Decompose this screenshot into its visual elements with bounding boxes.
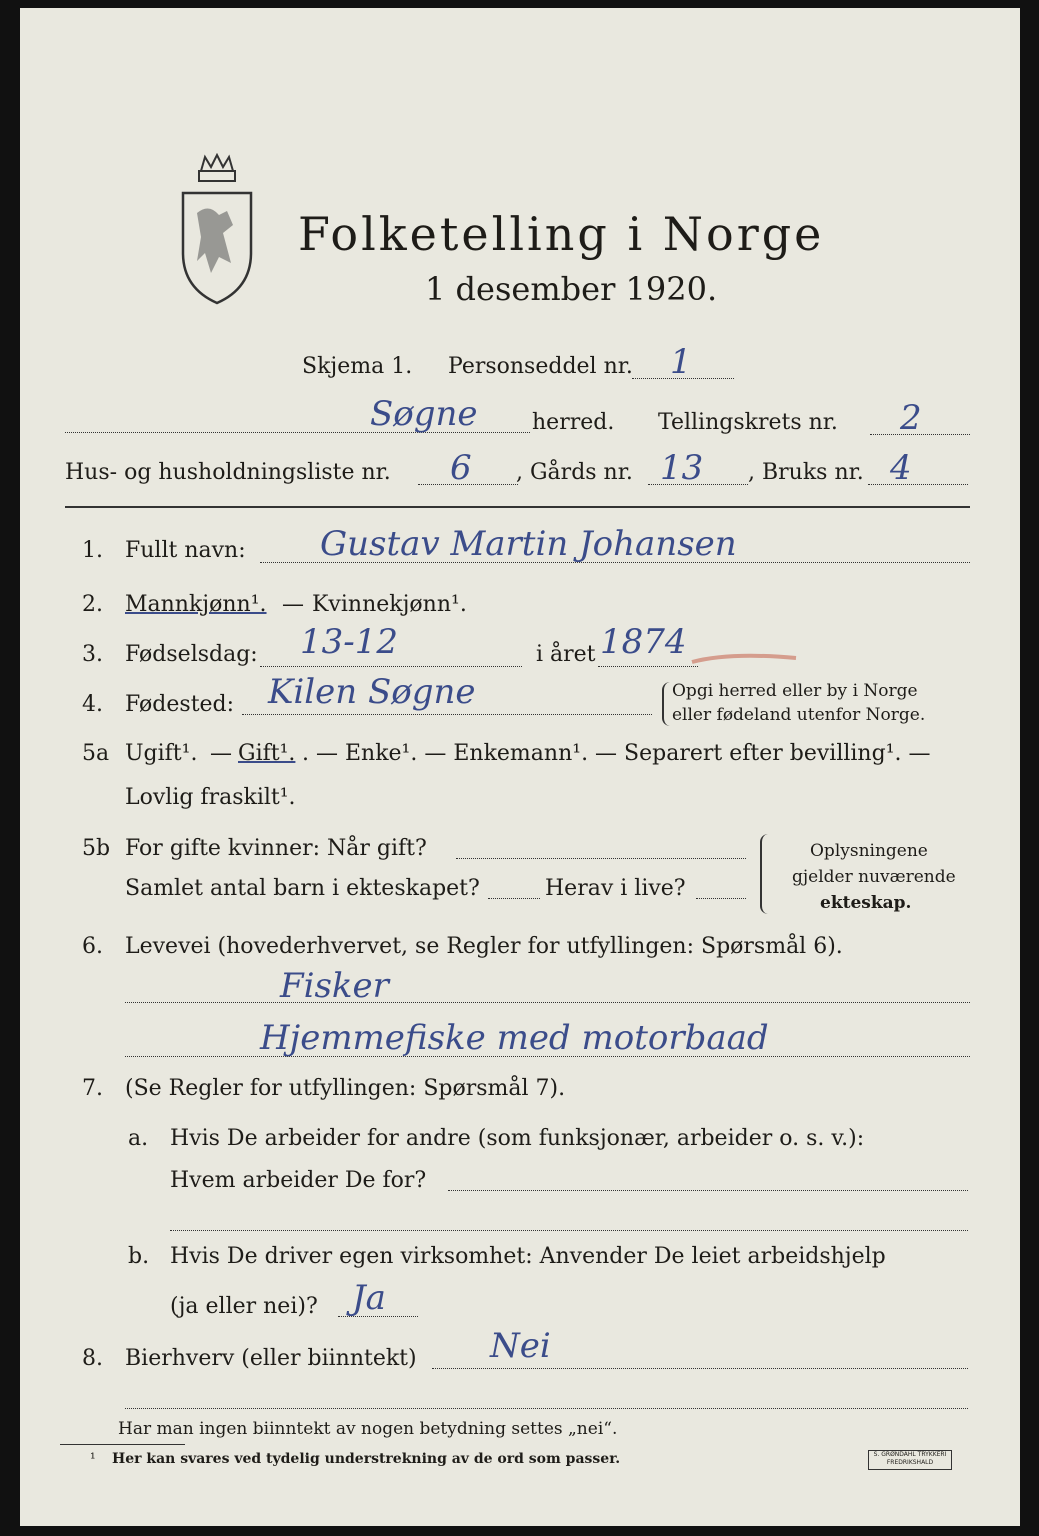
- form-date: 1 desember 1920.: [425, 270, 718, 308]
- q3-label: Fødselsdag:: [125, 642, 258, 667]
- q7a-line-1: [448, 1190, 968, 1191]
- q3-year-value: 1874: [600, 622, 687, 662]
- q8-number: 8.: [82, 1346, 103, 1371]
- q3-line: [260, 666, 522, 667]
- herred-label: herred.: [532, 410, 615, 435]
- q2-dash: —: [282, 592, 304, 617]
- census-form: [20, 8, 1020, 1526]
- q4-note-2: eller fødeland utenfor Norge.: [672, 705, 926, 725]
- herred-value: Søgne: [370, 394, 478, 434]
- q7b-value: Ja: [352, 1278, 386, 1318]
- bruks-value: 4: [890, 448, 912, 488]
- norway-coat-of-arms-icon: [175, 153, 260, 308]
- gards-value: 13: [660, 448, 704, 488]
- q8-line-2: [125, 1408, 968, 1409]
- hus-value: 6: [450, 448, 472, 488]
- q7-label: (Se Regler for utfyllingen: Spørsmål 7).: [125, 1076, 566, 1101]
- hus-label: Hus- og husholdningsliste nr.: [65, 460, 391, 485]
- q3-year-label: i året: [536, 642, 596, 667]
- q7b-letter: b.: [128, 1244, 150, 1269]
- q6-value-2: Hjemmefiske med motorbaad: [260, 1018, 769, 1058]
- q7-number: 7.: [82, 1076, 103, 1101]
- q5b-label-1: For gifte kvinner: Når gift?: [125, 836, 427, 861]
- q5b-number: 5b: [82, 836, 111, 861]
- q2-number: 2.: [82, 592, 103, 617]
- q4-bracket: [662, 682, 670, 726]
- printer-stamp-text: S. GRØNDAHL TRYKKERI FREDRIKSHALD: [873, 1451, 947, 1466]
- q7a-text: Hvis De arbeider for andre (som funksjonær, arbeider o. s. v.):: [170, 1126, 865, 1151]
- gards-label: , Gårds nr.: [516, 460, 633, 485]
- tellingskrets-value: 2: [900, 398, 922, 438]
- footnote-mark: ¹: [90, 1451, 96, 1467]
- q5a-gift: Gift¹.: [238, 741, 296, 766]
- q6-line-1: [125, 1002, 970, 1003]
- q6-label: Levevei (hovederhvervet, se Regler for utfyllingen: Spørsmål 6).: [125, 934, 843, 959]
- q5b-label-2: Samlet antal barn i ekteskapet?: [125, 876, 480, 901]
- q5a-ugift: Ugift¹.: [125, 741, 198, 766]
- q5a-rest: . — Enke¹. — Enkemann¹. — Separert efter bevilling¹. —: [302, 741, 931, 766]
- footnote-rule: [60, 1444, 185, 1445]
- q6-number: 6.: [82, 934, 103, 959]
- q6-line-2: [125, 1056, 970, 1057]
- q4-number: 4.: [82, 692, 103, 717]
- footer-note: Har man ingen biinntekt av nogen betydning settes „nei“.: [118, 1419, 618, 1439]
- q5b-bracket: [760, 834, 770, 914]
- q3-number: 3.: [82, 642, 103, 667]
- q7a-sub: Hvem arbeider De for?: [170, 1168, 427, 1193]
- q5a-line2: Lovlig fraskilt¹.: [125, 785, 296, 810]
- q4-line: [242, 714, 652, 715]
- q3-value: 13-12: [300, 622, 399, 662]
- personseddel-label: Personseddel nr.: [448, 354, 633, 379]
- q3-year-line: [598, 666, 698, 667]
- q7b-sub: (ja eller nei)?: [170, 1294, 318, 1319]
- q5b-note-1: Oplysningene: [810, 841, 928, 861]
- q5b-line-3: [696, 898, 746, 899]
- q5a-number: 5a: [82, 741, 110, 766]
- personseddel-value: 1: [670, 342, 692, 382]
- bruks-label: , Bruks nr.: [748, 460, 864, 485]
- q1-number: 1.: [82, 538, 103, 563]
- q1-label: Fullt navn:: [125, 538, 246, 563]
- q5b-note-3: ekteskap.: [820, 893, 912, 913]
- q5b-line-2: [488, 898, 540, 899]
- tellingskrets-label: Tellingskrets nr.: [658, 410, 838, 435]
- q7b-text: Hvis De driver egen virksomhet: Anvender De leiet arbeidshjelp: [170, 1244, 886, 1269]
- q7a-letter: a.: [128, 1126, 149, 1151]
- q5b-note-2: gjelder nuværende: [792, 867, 956, 887]
- q8-label: Bierhverv (eller biinntekt): [125, 1346, 417, 1371]
- q8-line-1: [432, 1368, 968, 1369]
- bruks-line: [868, 484, 968, 485]
- red-pencil-stroke: [690, 648, 800, 668]
- q5a-dash: —: [210, 741, 232, 766]
- q4-value: Kilen Søgne: [268, 672, 476, 712]
- form-title: Folketelling i Norge: [298, 207, 825, 261]
- q8-value: Nei: [490, 1326, 551, 1366]
- q7a-line-2: [170, 1230, 968, 1231]
- schema-label: Skjema 1.: [302, 354, 413, 379]
- footnote-text: Her kan svares ved tydelig understrekning av de ord som passer.: [112, 1451, 621, 1467]
- q5b-line-1: [456, 858, 746, 859]
- q2-kvinne: Kvinnekjønn¹.: [312, 592, 467, 617]
- q4-note-1: Opgi herred eller by i Norge: [672, 681, 918, 701]
- printer-stamp: [868, 1450, 952, 1470]
- q2-mann: Mannkjønn¹.: [125, 592, 267, 617]
- q5b-label-3: Herav i live?: [545, 876, 686, 901]
- section-divider: [65, 506, 970, 508]
- q1-value: Gustav Martin Johansen: [320, 524, 737, 564]
- q6-value-1: Fisker: [280, 966, 389, 1006]
- q4-label: Fødested:: [125, 692, 235, 717]
